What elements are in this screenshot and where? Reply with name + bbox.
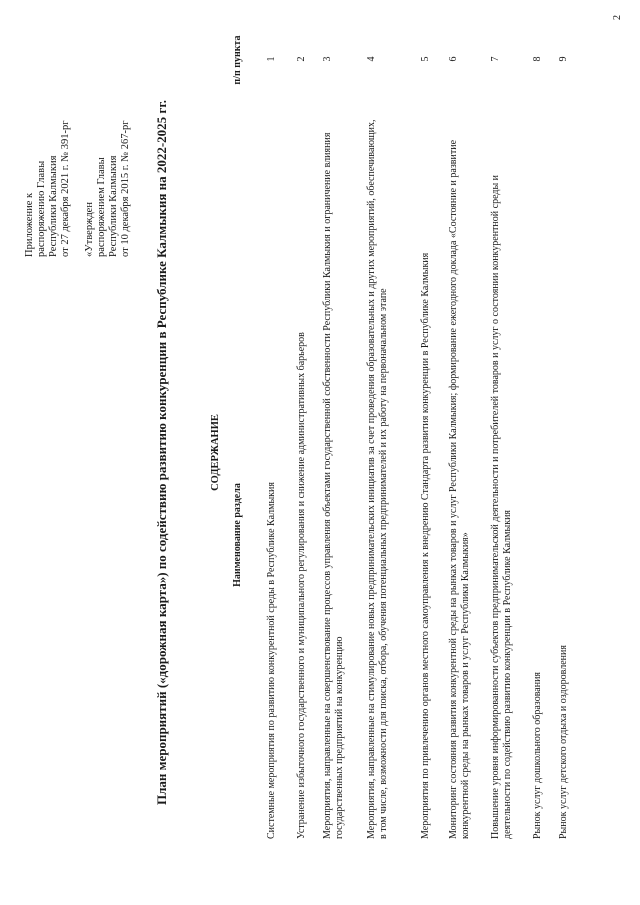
approved-block <box>84 120 132 257</box>
approved-line: Республики Калмыкия <box>108 155 119 257</box>
section-name: Системные мероприятия по развитию конкурентной среды в Республике Калмыкия <box>266 482 277 839</box>
appendix-line: от 27 декабря 2021 г. № 391-рг <box>60 120 71 257</box>
section-name: Мероприятия, направленные на стимулирование новых предпринимательских инициатив за счет проведения образовательных и других мероприятий, обеспечивающих, в том числе, возможности для поиска, отбора, обучения потенциальных предпринимателей и их работу на первоначальном этапе <box>366 119 389 839</box>
section-name: Мероприятия, направленные на совершенствование процессов управления объектами государственной собственности Республики Калмыкия и ограничение влияния государственных предприятий на конкуренцию <box>322 132 345 839</box>
approved-line: от 10 декабря 2015 г. № 267-рг <box>120 120 131 257</box>
section-name: Рынок услуг детского отдыха и оздоровления <box>558 645 569 839</box>
section-number: 2 <box>296 56 307 62</box>
section-number: 6 <box>448 56 459 62</box>
approved-line: распоряжением Главы <box>96 157 107 257</box>
toc-heading: СОДЕРЖАНИЕ <box>210 414 221 491</box>
section-name: Рынок услуг дошкольного образования <box>532 671 543 839</box>
appendix-line: Республики Калмыкия <box>48 155 59 257</box>
document-title: План мероприятий («дорожная карта») по содействию развитию конкуренции в Республике Калмыкия на 2022-2025 гг. <box>154 99 169 806</box>
column-header-name: Наименование раздела <box>232 483 243 587</box>
section-number: 5 <box>420 56 431 62</box>
column-header-number: п/п пункта <box>232 35 243 85</box>
section-number: 3 <box>322 56 333 62</box>
section-name: Мониторинг состояния развития конкурентной среды на рынках товаров и услуг Республики Калмыкия; формирование ежегодного доклада «Состояние и развитие конкурентной среды на рынках товаров и услуг Республики Калмыкия» <box>448 139 471 839</box>
section-number: 7 <box>490 56 501 62</box>
appendix-line: распоряжению Главы <box>36 160 47 257</box>
page-number: 2 <box>612 15 623 20</box>
section-name: Мероприятия по привлечению органов местного самоуправления к внедрению Стандарта развития конкуренции в Республике Калмыкия <box>420 252 431 839</box>
approved-line: «Утвержден <box>84 202 95 257</box>
section-number: 9 <box>558 56 569 62</box>
appendix-block <box>24 120 72 257</box>
section-name: Повышение уровня информированности субъектов предпринимательской деятельности и потребителей товаров и услуг о состоянии конкурентной среды и деятельности по содействию развитию конкуренции в Республике Калмыкия <box>490 174 513 839</box>
section-name: Устранение избыточного государственного и муниципального регулирования и снижение административных барьеров <box>296 332 307 839</box>
section-number: 1 <box>266 56 277 62</box>
section-number: 8 <box>532 56 543 62</box>
section-number: 4 <box>366 56 377 62</box>
appendix-line: Приложение к <box>24 192 35 257</box>
